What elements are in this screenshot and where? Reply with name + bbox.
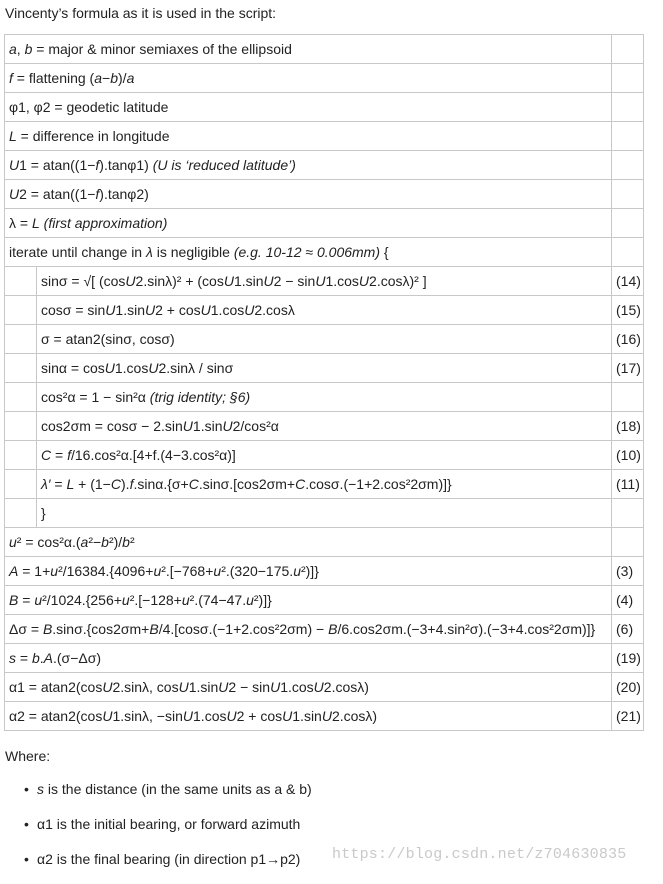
equation-number: [612, 383, 644, 412]
indent-cell: [5, 325, 37, 354]
bullet-icon: •: [24, 781, 29, 797]
bullet-icon: •: [24, 851, 29, 867]
equation-number: [612, 122, 644, 151]
formula-text: C = f/16.cos²α.[4+f.(4−3.cos²α)]: [37, 441, 612, 470]
formula-text: sinσ = √[ (cosU2.sinλ)² + (cosU1.sinU2 − sinU1.cosU2.cosλ)² ]: [37, 267, 612, 296]
formula-text: λ′ = L + (1−C).f.sinα.{σ+C.sinσ.[cos2σm+C.cosσ.(−1+2.cos²2σm)]}: [37, 470, 612, 499]
formula-text: L = difference in longitude: [5, 122, 612, 151]
formula-row: [5, 180, 644, 209]
equation-number: [612, 151, 644, 180]
equation-number: (21): [612, 702, 644, 731]
formula-row: [5, 470, 644, 499]
equation-number: (10): [612, 441, 644, 470]
formula-row: [5, 151, 644, 180]
formula-text: σ = atan2(sinσ, cosσ): [37, 325, 612, 354]
formula-text: U2 = atan((1−f).tanφ2): [5, 180, 612, 209]
formula-row: [5, 412, 644, 441]
indent-cell: [5, 383, 37, 412]
formula-text: a, b = major & minor semiaxes of the ellipsoid: [5, 35, 612, 64]
formula-row: [5, 557, 644, 586]
equation-number: [612, 238, 644, 267]
formula-row: [5, 209, 644, 238]
formula-text: iterate until change in λ is negligible (e.g. 10-12 ≈ 0.006mm) {: [5, 238, 612, 267]
equation-number: (6): [612, 615, 644, 644]
formula-text: α2 = atan2(cosU1.sinλ, −sinU1.cosU2 + cosU1.sinU2.cosλ): [5, 702, 612, 731]
formula-text: sinα = cosU1.cosU2.sinλ / sinσ: [37, 354, 612, 383]
formula-row: [5, 93, 644, 122]
equation-number: (3): [612, 557, 644, 586]
formula-row: [5, 35, 644, 64]
definitions-list: [0, 779, 312, 884]
formula-text: cos2σm = cosσ − 2.sinU1.sinU2/cos²α: [37, 412, 612, 441]
formula-row: [5, 499, 644, 528]
indent-cell: [5, 412, 37, 441]
formula-text: Δσ = B.sinσ.{cos2σm+B/4.[cosσ.(−1+2.cos²2σm) − B/6.cos2σm.(−3+4.sin²σ).(−3+4.cos²2σm)]}: [5, 615, 612, 644]
formula-row: [5, 267, 644, 296]
list-item: [0, 849, 312, 884]
indent-cell: [5, 441, 37, 470]
indent-cell: [5, 470, 37, 499]
intro-text: Vincenty’s formula as it is used in the script:: [5, 5, 277, 21]
equation-number: [612, 499, 644, 528]
formula-row: [5, 441, 644, 470]
formula-row: [5, 615, 644, 644]
formula-row: [5, 528, 644, 557]
equation-number: (14): [612, 267, 644, 296]
formula-text: λ = L (first approximation): [5, 209, 612, 238]
equation-number: [612, 209, 644, 238]
equation-number: (15): [612, 296, 644, 325]
formula-text: f = flattening (a−b)/a: [5, 64, 612, 93]
equation-number: (4): [612, 586, 644, 615]
equation-number: (18): [612, 412, 644, 441]
watermark: https://blog.csdn.net/z704630835: [332, 846, 627, 863]
indent-cell: [5, 354, 37, 383]
equation-number: [612, 180, 644, 209]
formula-text: cos²α = 1 − sin²α (trig identity; §6): [37, 383, 612, 412]
formula-text: φ1, φ2 = geodetic latitude: [5, 93, 612, 122]
formula-row: [5, 296, 644, 325]
equation-number: (19): [612, 644, 644, 673]
formula-table: [4, 34, 644, 731]
formula-text: cosσ = sinU1.sinU2 + cosU1.cosU2.cosλ: [37, 296, 612, 325]
formula-row: [5, 383, 644, 412]
formula-row: [5, 238, 644, 267]
formula-row: [5, 64, 644, 93]
bullet-icon: •: [24, 816, 29, 832]
formula-text: A = 1+u²/16384.{4096+u².[−768+u².(320−175.u²)]}: [5, 557, 612, 586]
list-item-text: α1 is the initial bearing, or forward azimuth: [37, 816, 301, 832]
formula-row: [5, 586, 644, 615]
indent-cell: [5, 499, 37, 528]
list-item: [0, 779, 312, 814]
formula-text: }: [37, 499, 612, 528]
formula-row: [5, 644, 644, 673]
equation-number: [612, 35, 644, 64]
formula-row: [5, 673, 644, 702]
formula-row: [5, 122, 644, 151]
indent-cell: [5, 296, 37, 325]
formula-text: B = u²/1024.{256+u².[−128+u².(74−47.u²)]}: [5, 586, 612, 615]
formula-row: [5, 325, 644, 354]
equation-number: (17): [612, 354, 644, 383]
list-item: [0, 814, 312, 849]
equation-number: [612, 93, 644, 122]
formula-text: s = b.A.(σ−Δσ): [5, 644, 612, 673]
where-label: Where:: [5, 748, 51, 764]
indent-cell: [5, 267, 37, 296]
equation-number: (16): [612, 325, 644, 354]
equation-number: [612, 64, 644, 93]
formula-row: [5, 702, 644, 731]
equation-number: [612, 528, 644, 557]
list-item-text: s is the distance (in the same units as a & b): [37, 781, 312, 797]
formula-row: [5, 354, 644, 383]
list-item-text: α2 is the final bearing (in direction p1→p2): [37, 851, 301, 867]
formula-text: α1 = atan2(cosU2.sinλ, cosU1.sinU2 − sinU1.cosU2.cosλ): [5, 673, 612, 702]
formula-text: u² = cos²α.(a²−b²)/b²: [5, 528, 612, 557]
equation-number: (20): [612, 673, 644, 702]
formula-text: U1 = atan((1−f).tanφ1) (U is ‘reduced latitude’): [5, 151, 612, 180]
equation-number: (11): [612, 470, 644, 499]
